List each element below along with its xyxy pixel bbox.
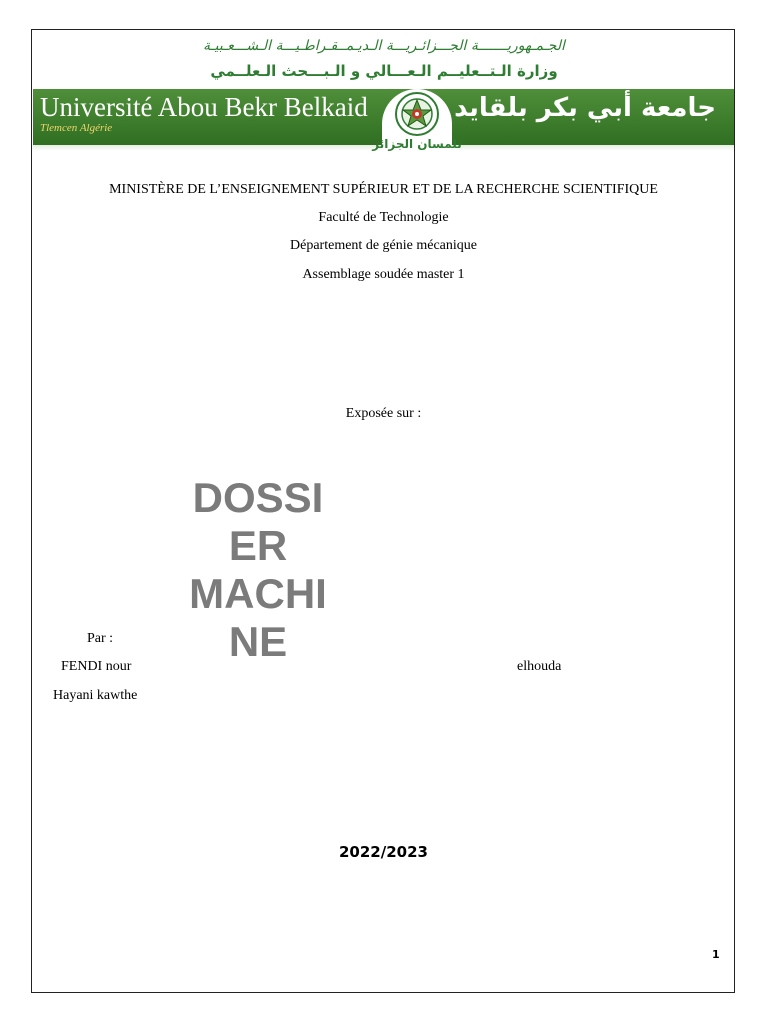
faculte-line: Faculté de Technologie <box>318 210 449 225</box>
title-line-1: DOSSI <box>192 474 324 521</box>
arabic-ministry-heading: وزارة الـتــعليــم الـعـــالي و الـبـــحث الـعلــمي <box>210 62 558 80</box>
author2: Hayani kawthe <box>53 688 138 703</box>
arabic-republic-heading: الجـمـهوريـــــــة الجـــزائـريـــة الـديـمــقـراطـيـــة الـشـــعـبيـة <box>203 38 565 54</box>
university-name-fr: Université Abou Bekr Belkaid <box>40 92 368 122</box>
departement-line: Département de génie mécanique <box>290 238 477 253</box>
university-name-ar: جامعة أبي بكر بلقايد <box>454 93 716 123</box>
title-line-3: MACHI <box>189 570 327 617</box>
module-line: Assemblage soudée master 1 <box>302 267 465 282</box>
academic-year: 2022/2023 <box>339 843 428 861</box>
par-label: Par : <box>87 631 114 646</box>
university-city-fr: Tlemcen Algérie <box>40 122 113 134</box>
document-title <box>178 474 338 666</box>
ministere-line: MINISTÈRE DE L’ENSEIGNEMENT SUPÉRIEUR ET DE LA RECHERCHE SCIENTIFIQUE <box>109 182 658 197</box>
title-line-2: ER <box>228 522 288 569</box>
emblem-seal-icon <box>393 91 441 137</box>
title-line-4: NE <box>228 618 288 665</box>
author1-first: FENDI nour <box>61 659 132 674</box>
emblem-caption-ar: تلمسان الجزائر <box>372 137 462 151</box>
page-number: 1 <box>712 948 720 961</box>
author1-last: elhouda <box>517 659 562 674</box>
expose-label: Exposée sur : <box>345 406 422 421</box>
